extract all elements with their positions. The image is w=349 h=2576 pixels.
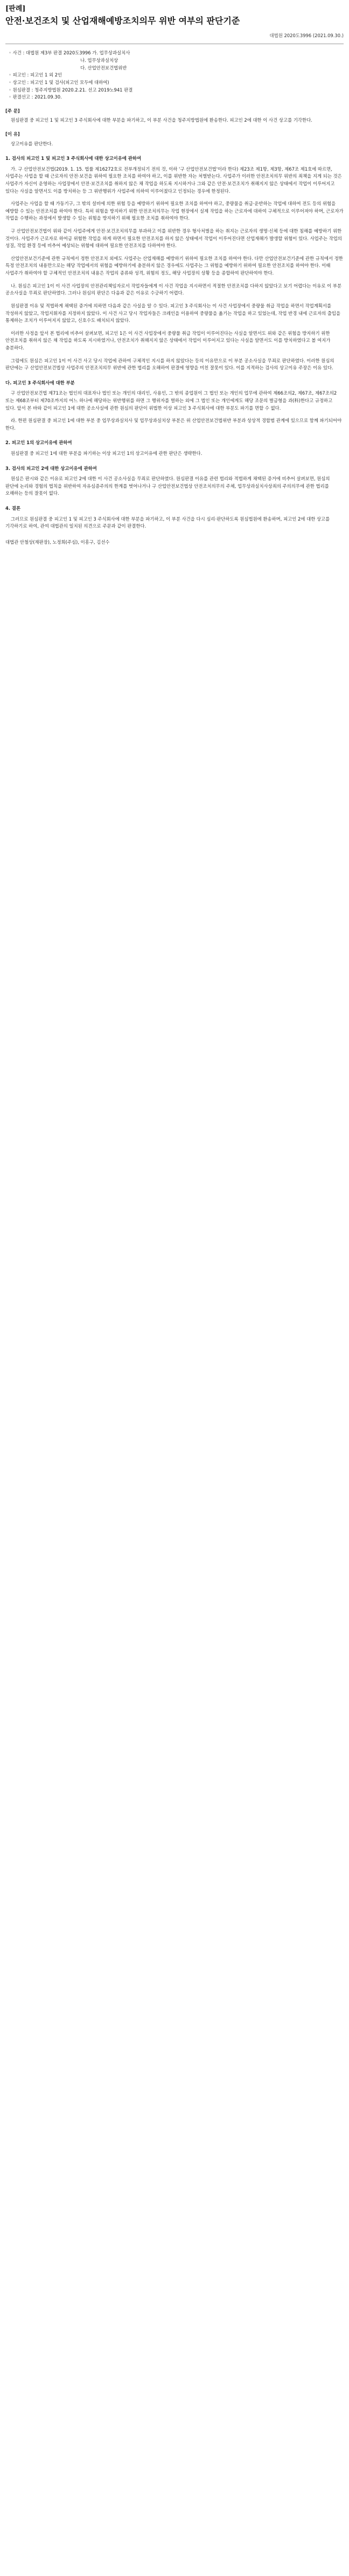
document-page bbox=[0, 0, 349, 557]
document-title: 안전·보건조치 및 산업재해예방조치의무 위반 여부의 판단기준 bbox=[5, 16, 240, 26]
info-line: ◦ 판결선고 : 2021.09.30. bbox=[9, 94, 62, 100]
info-line: ◦ 상고인 : 피고인 1 및 검사(피고인 모두에 대하여) bbox=[9, 79, 109, 85]
judges-footer bbox=[5, 539, 344, 546]
body-paragraph: 원심판결 이유 및 적법하게 채택된 증거에 의하면 다음과 같은 사실을 알 수 있다. 피고인 3 주식회사는 이 사건 사업장에서 중량물 취급 작업을 하면서 작업계획서를 작성하지 않았고, 작업지휘자를 지정하지 않았다. 이 사건 사고 당시 작업자들은 크레인을 이용하여 중량물을 옮기는 작업을 하고 있었는데, 작업 반경 내에 근로자의 출입을 통제하는 조치가 이루어지지 않았고, 신호수도 배치되지 않았다. bbox=[5, 303, 341, 324]
body-paragraph: 원심은 판시와 같은 이유로 피고인 2에 대한 이 사건 공소사실을 무죄로 판단하였다. 원심판결 이유를 관련 법리와 적법하게 채택된 증거에 비추어 살펴보면, 원심의 판단에 논리와 경험의 법칙을 위반하여 자유심증주의의 한계를 벗어나거나 구 산업안전보건법상 안전조치의무의 주체, 업무상과실치사상죄의 주의의무에 관한 법리를 오해하는 등의 잘못이 없다. bbox=[5, 476, 330, 496]
body-paragraph: 원심판결 중 피고인 1에 대한 부분을 파기하는 이상 피고인 1의 상고이유에 관한 판단은 생략한다. bbox=[11, 451, 203, 457]
body-paragraph: 구 산업안전보건법이 위와 같이 사업주에게 안전·보건조치의무를 부과하고 이를 위반한 경우 형사처벌을 하는 취지는 근로자의 생명·신체 등에 대한 침해를 예방하기 위한 것이다. 사업주가 근로자로 하여금 위험한 작업을 하게 하면서 필요한 안전조치를 하지 않은 상태에서 작업이 이루어진다면 산업재해가 발생할 위험이 있다. 사업주는 작업의 성질, 작업 환경 등에 비추어 예상되는 위험에 대하여 필요한 안전조치를 다하여야 한다. bbox=[5, 228, 342, 249]
section-iyu: [이 유] bbox=[5, 131, 20, 137]
body-paragraph: 가. 구 산업안전보건법(2019. 1. 15. 법률 제16272호로 전부개정되기 전의 것, 이하 '구 산업안전보건법'이라 한다) 제23조 제1항, 제3항, 제67조 제1호에 따르면, 사업주는 사업을 할 때 근로자의 안전·보건을 위하여 필요한 조치를 하여야 하고, 이를 위반한 자는 처벌받는다. 사업주가 이러한 안전조치의무 위반의 죄책을 지게 되는 것은 사업주가 자신이 운영하는 사업장에서 안전·보건조치를 취하지 않은 채 작업을 하도록 지시하거나 그와 같은 안전·보건조치가 취해지지 않은 상태에서 작업이 이루어지고 있다는 사실을 알면서도 이를 방치하는 등 그 위반행위가 사업주에 의하여 이루어졌다고 인정되는 경우에 한정된다. bbox=[5, 166, 342, 194]
info-line: ◦ 피고인 : 피고인 1 외 2인 bbox=[9, 72, 62, 78]
info-line: 다. 산업안전보건법위반 bbox=[9, 65, 127, 71]
body-paragraph: 사업주는 사업을 할 때 가동기구, 그 밖의 설비에 의한 위험 등을 예방하기 위하여 필요한 조치를 하여야 하고, 중량물을 취급·운반하는 작업에 대하여 전도 등의 위험을 예방할 수 있는 안전조치를 하여야 한다. 특히 위험을 방지하기 위한 안전조치의무는 작업 현장에서 실제 작업을 하는 근로자에 대하여 구체적으로 이루어져야 하며, 근로자가 작업을 수행하는 과정에서 발생할 수 있는 위험을 방지하기 위해 필요한 조치를 취하여야 한다. bbox=[5, 201, 344, 221]
judges-line: 대법관 안철상(재판장), 노정희(주심), 이흥구, 김선수 bbox=[5, 539, 110, 545]
document-tag: [판례] bbox=[5, 5, 26, 13]
case-info bbox=[5, 50, 344, 101]
jumun-body: 원심판결 중 피고인 1 및 피고인 3 주식회사에 대한 부분을 파기하고, 이 부분 사건을 청주지방법원에 환송한다. 피고인 2에 대한 이 사건 상고를 기각한다. bbox=[11, 117, 312, 123]
section-jumun: [주 문] bbox=[5, 108, 20, 114]
info-line: ◦ 원심판결 : 청주지방법원 2020.2.21. 선고 2019노941 판결 bbox=[9, 87, 133, 93]
subsection-heading: 1. 검사의 피고인 1 및 피고인 3 주식회사에 대한 상고이유에 관하여 bbox=[5, 156, 142, 162]
info-line: ◦ 사건 : 대법원 제3부 판결 2020도3996 가. 업무상과실치사 bbox=[9, 50, 130, 56]
subsection-heading: 2. 피고인 1의 상고이유에 관하여 bbox=[5, 440, 72, 446]
subsection-heading: 다. 피고인 3 주식회사에 대한 부분 bbox=[5, 380, 75, 385]
iyu-body: 상고이유를 판단한다. bbox=[11, 141, 53, 146]
subsection-heading: 4. 결론 bbox=[5, 506, 21, 511]
body-paragraph: 그러므로 원심판결 중 피고인 1 및 피고인 3 주식회사에 대한 부분을 파기하고, 이 부분 사건을 다시 심리·판단하도록 원심법원에 환송하며, 피고인 2에 대한 상고를 기각하기로 하여, 관여 대법관의 일치된 의견으로 주문과 같이 판결한다. bbox=[5, 516, 330, 529]
info-line: 나. 업무상과실치상 bbox=[9, 58, 118, 64]
body-paragraph: 구 산업안전보건법 제71조는 법인의 대표자나 법인 또는 개인의 대리인, 사용인, 그 밖의 종업원이 그 법인 또는 개인의 업무에 관하여 제66조의2, 제67조, 제67조의2 또는 제68조부터 제70조까지의 어느 하나에 해당하는 위반행위를 하면 그 행위자를 벌하는 외에 그 법인 또는 개인에게도 해당 조문의 벌금형을 과(科)한다고 규정하고 있다. 앞서 본 바와 같이 피고인 1에 대한 공소사실에 관한 원심의 판단이 위법한 이상 피고인 3 주식회사에 대한 부분도 파기를 면할 수 없다. bbox=[5, 390, 337, 411]
case-reference: 대법원 2020도3996 (2021.09.30.) bbox=[269, 32, 344, 38]
body-paragraph: 라. 한편 원심판결 중 피고인 1에 대한 부분 중 업무상과실치사 및 업무상과실치상 부분은 위 산업안전보건법위반 부분과 상상적 경합범 관계에 있으므로 함께 파기되어야 한다. bbox=[5, 418, 342, 431]
body-paragraph: 이러한 사정을 앞서 본 법리에 비추어 살펴보면, 피고인 1은 이 사건 사업장에서 중량물 취급 작업이 이루어진다는 사실을 알면서도 위와 같은 위험을 방지하기 위한 안전조치를 취하지 않은 채 작업을 하도록 지시하였거나, 안전조치가 취해지지 않은 상태에서 작업이 이루어지고 있다는 사실을 알면서도 이를 방치하였다고 볼 여지가 충분하다. bbox=[5, 330, 331, 350]
body-paragraph: 그럼에도 원심은 피고인 1이 이 사건 사고 당시 작업에 관하여 구체적인 지시를 하지 않았다는 등의 이유만으로 이 부분 공소사실을 무죄로 판단하였다. 이러한 원심의 판단에는 구 산업안전보건법상 사업주의 안전조치의무 위반에 관한 법리를 오해하여 판결에 영향을 미친 잘못이 있다. 이를 지적하는 검사의 상고이유 주장은 이유 있다. bbox=[5, 357, 334, 371]
body-paragraph: 나. 원심은 피고인 1이 이 사건 사업장의 안전관리책임자로서 작업자들에게 이 사건 작업을 지시하면서 적절한 안전조치를 다하지 않았다고 보기 어렵다는 이유로 이 부분 공소사실을 무죄로 판단하였다. 그러나 원심의 판단은 다음과 같은 이유로 수긍하기 어렵다. bbox=[5, 283, 342, 296]
body-paragraph: 산업안전보건기준에 관한 규칙에서 정한 안전조치 외에도 사업주는 산업재해를 예방하기 위하여 필요한 조치를 하여야 한다. 다만 산업안전보건기준에 관한 규칙에서 정한 특정 안전조치의 내용만으로는 해당 작업에서의 위험을 예방하기에 충분하지 않은 경우에도 사업주는 그 위험을 예방하기 위하여 필요한 안전조치를 하여야 한다. 이때 사업주가 취하여야 할 구체적인 안전조치의 내용은 작업의 종류와 성격, 위험의 정도, 해당 사업장의 상황 등을 종합하여 판단하여야 한다. bbox=[5, 255, 343, 276]
subsection-heading: 3. 검사의 피고인 2에 대한 상고이유에 관하여 bbox=[5, 465, 97, 471]
